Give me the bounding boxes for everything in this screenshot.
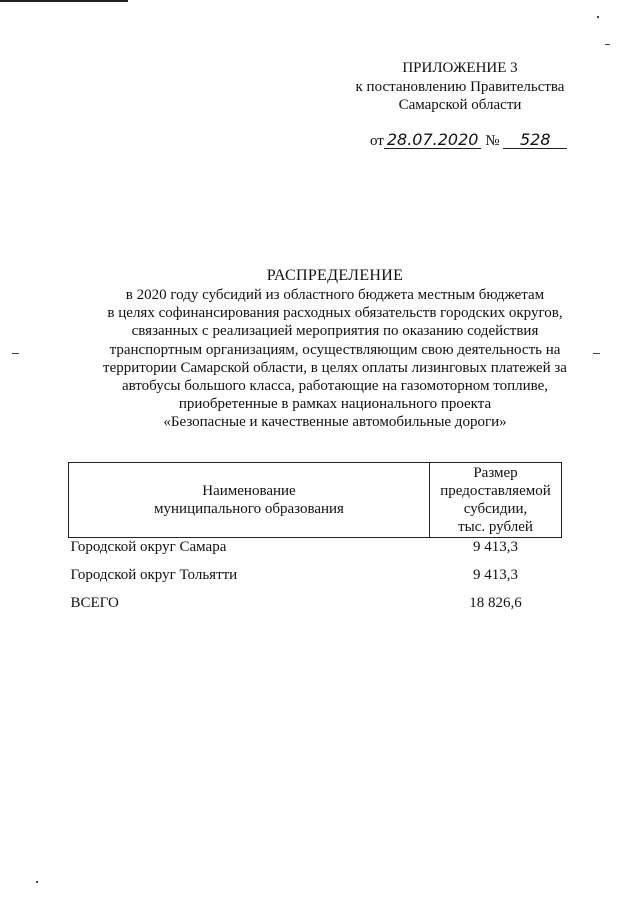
scan-speck [597, 16, 599, 18]
heading-line: в целях софинансирования расходных обязательств городских округов, [107, 305, 563, 322]
row-subsidy-value: 9 413,3 [473, 567, 518, 583]
appendix-line-3: Самарской области [398, 97, 522, 113]
table-header-row [69, 463, 562, 538]
heading-line: приобретенные в рамках национального проекта [178, 396, 492, 413]
scan-speck [605, 44, 610, 45]
heading-line: территории Самарской области, в целях оплаты лизинговых платежей за [103, 359, 567, 376]
scan-speck [36, 881, 38, 883]
total-label: ВСЕГО [70, 595, 119, 611]
row-municipality-name: Городской округ Тольятти [70, 567, 238, 583]
header-subsidy-amount: Размер предоставляемой субсидии, тыс. рублей [430, 463, 562, 538]
distribution-table [68, 462, 562, 622]
heading-line: в 2020 году субсидий из областного бюджета местным бюджетам [125, 287, 545, 303]
handwritten-date: 28.07.2020 [384, 132, 482, 149]
scan-speck [12, 353, 19, 354]
header-municipality: Наименование муниципального образования [69, 463, 430, 538]
table-total-row [69, 594, 562, 622]
heading-line: транспортным организациям, осуществляющим свою деятельность на [109, 341, 561, 358]
heading-line: «Безопасные и качественные автомобильные дороги» [163, 414, 507, 431]
number-sign: № [485, 133, 500, 149]
document-heading [40, 266, 630, 432]
handwritten-number: 528 [503, 132, 567, 149]
date-line [370, 132, 567, 150]
appendix-line-2: к постановлению Правительства [355, 79, 565, 95]
appendix-title: ПРИЛОЖЕНИЕ 3 [402, 60, 518, 76]
table-row [69, 566, 562, 594]
table-row [69, 538, 562, 567]
date-prefix: от [370, 133, 384, 149]
top-scan-line [0, 0, 128, 2]
heading-line: автобусы большого класса, работающие на газомоторном топливе, [121, 378, 549, 395]
heading-title: РАСПРЕДЕЛЕНИЕ [266, 267, 404, 284]
heading-line: связанных с реализацией мероприятия по оказанию содействия [131, 323, 539, 340]
row-subsidy-value: 9 413,3 [473, 539, 518, 555]
row-municipality-name: Городской округ Самара [70, 539, 227, 555]
total-value: 18 826,6 [469, 595, 522, 611]
